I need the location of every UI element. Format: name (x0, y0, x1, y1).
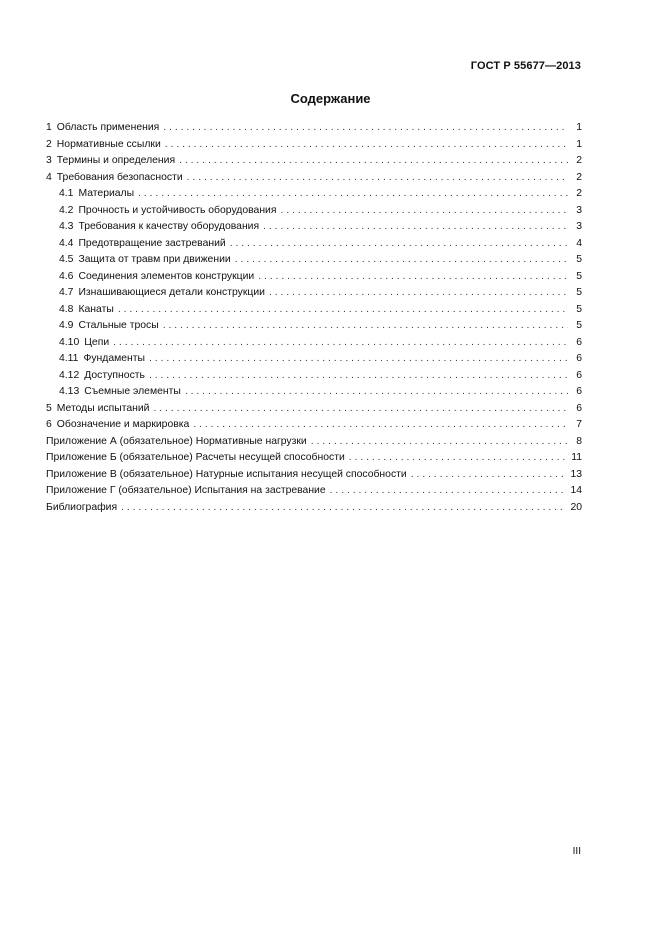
toc-entry-number: 4.11 (59, 353, 79, 364)
toc-entry-page: 6 (576, 402, 582, 414)
toc-entry-label: Требования безопасности (56, 171, 183, 183)
toc-entry-page: 13 (570, 468, 582, 480)
toc-entry-label: Приложение Г (обязательное) Испытания на застревание (46, 485, 326, 496)
toc-leader-dots (269, 285, 568, 302)
toc-entry-label: Методы испытаний (56, 402, 150, 414)
toc-entry-label: Канаты (78, 303, 114, 315)
toc-entry-page: 2 (576, 188, 582, 199)
toc-entry[interactable] (46, 467, 582, 484)
toc-entry-page: 1 (576, 122, 582, 133)
toc-leader-dots (411, 467, 567, 484)
toc-entry-number: 4.8 (59, 303, 74, 315)
table-of-contents (46, 120, 582, 516)
toc-entry-number: 6 (46, 419, 52, 430)
toc-entry[interactable] (46, 302, 582, 319)
toc-entry-number: 1 (46, 122, 52, 133)
toc-entry[interactable] (46, 137, 582, 154)
toc-entry-number: 4.3 (59, 221, 74, 232)
toc-entry-page: 7 (576, 419, 582, 430)
toc-entry-label: Цепи (84, 336, 110, 348)
toc-leader-dots (153, 401, 568, 418)
toc-entry[interactable] (46, 236, 582, 253)
toc-entry[interactable] (46, 417, 582, 434)
toc-entry-label: Фундаменты (83, 353, 146, 364)
toc-entry[interactable] (46, 120, 582, 137)
toc-entry[interactable] (46, 252, 582, 269)
toc-entry-label: Материалы (78, 188, 135, 199)
toc-entry-label: Приложение Б (обязательное) Расчеты несущей способности (46, 452, 345, 463)
toc-leader-dots (113, 335, 568, 352)
toc-entry-page: 5 (576, 303, 582, 315)
toc-entry[interactable] (46, 269, 582, 286)
toc-leader-dots (311, 434, 568, 451)
toc-entry-page: 6 (576, 336, 582, 348)
toc-entry-label: Нормативные ссылки (56, 138, 161, 150)
toc-entry-label: Предотвращение застреваний (78, 237, 226, 249)
toc-entry-label: Приложение В (обязательное) Натурные испытания несущей способности (46, 468, 407, 480)
toc-entry-page: 2 (576, 155, 582, 166)
toc-entry[interactable] (46, 368, 582, 385)
toc-entry-page: 5 (576, 320, 582, 331)
toc-entry-page: 2 (576, 171, 582, 183)
toc-entry-page: 3 (576, 204, 582, 216)
toc-leader-dots (230, 236, 568, 253)
toc-entry-number: 3 (46, 155, 52, 166)
toc-entry-page: 14 (570, 485, 582, 496)
toc-leader-dots (149, 368, 568, 385)
toc-entry[interactable] (46, 450, 582, 467)
toc-entry-number: 4.9 (59, 320, 74, 331)
toc-leader-dots (263, 219, 568, 236)
toc-entry-page: 5 (576, 254, 582, 265)
toc-entry[interactable] (46, 203, 582, 220)
toc-entry-number: 2 (46, 138, 52, 150)
toc-entry-label: Стальные тросы (78, 320, 159, 331)
toc-entry-page: 6 (576, 386, 582, 397)
toc-entry-page: 8 (576, 435, 582, 447)
toc-entry-label: Область применения (56, 122, 160, 133)
toc-entry-page: 6 (576, 353, 582, 364)
toc-entry[interactable] (46, 170, 582, 187)
toc-leader-dots (185, 384, 568, 401)
toc-entry[interactable] (46, 401, 582, 418)
toc-entry-label: Доступность (84, 369, 145, 381)
toc-leader-dots (235, 252, 568, 269)
document-id: ГОСТ Р 55677—2013 (470, 60, 581, 72)
toc-entry-label: Библиография (46, 501, 118, 513)
toc-entry-label: Обозначение и маркировка (56, 419, 190, 430)
toc-entry[interactable] (46, 384, 582, 401)
toc-leader-dots (118, 302, 568, 319)
toc-entry[interactable] (46, 351, 582, 368)
toc-leader-dots (330, 483, 567, 500)
toc-entry[interactable] (46, 219, 582, 236)
toc-entry-label: Соединения элементов конструкции (78, 270, 255, 282)
toc-leader-dots (258, 269, 568, 286)
toc-leader-dots (281, 203, 569, 220)
toc-entry-number: 4.5 (59, 254, 74, 265)
toc-entry-label: Изнашивающиеся детали конструкции (78, 287, 265, 298)
toc-entry-number: 4.13 (59, 386, 80, 397)
toc-entry-number: 4.10 (59, 336, 80, 348)
toc-entry-number: 4.12 (59, 369, 80, 381)
toc-entry-label: Прочность и устойчивость оборудования (78, 204, 277, 216)
toc-leader-dots (149, 351, 568, 368)
toc-entry[interactable] (46, 153, 582, 170)
toc-entry[interactable] (46, 483, 582, 500)
toc-entry[interactable] (46, 186, 582, 203)
toc-entry-label: Приложение А (обязательное) Нормативные нагрузки (46, 435, 307, 447)
toc-leader-dots (121, 500, 566, 517)
toc-entry-page: 5 (576, 270, 582, 282)
toc-leader-dots (163, 318, 568, 335)
toc-entry-label: Термины и определения (56, 155, 176, 166)
toc-entry-page: 20 (570, 501, 582, 513)
toc-leader-dots (165, 137, 568, 154)
toc-entry-page: 1 (576, 138, 582, 150)
page-number: III (572, 846, 581, 857)
toc-leader-dots (193, 417, 568, 434)
toc-entry-page: 11 (571, 452, 582, 463)
toc-entry-number: 4.4 (59, 237, 74, 249)
toc-entry-number: 4.7 (59, 287, 74, 298)
toc-entry[interactable] (46, 285, 582, 302)
toc-entry-number: 4 (46, 171, 52, 183)
toc-entry-page: 5 (576, 287, 582, 298)
toc-entry[interactable] (46, 335, 582, 352)
toc-entry[interactable] (46, 434, 582, 451)
toc-leader-dots (349, 450, 567, 467)
toc-entry-number: 4.2 (59, 204, 74, 216)
toc-entry[interactable] (46, 318, 582, 335)
toc-entry[interactable] (46, 500, 582, 517)
toc-entry-label: Защита от травм при движении (78, 254, 231, 265)
page-title: Содержание (290, 91, 371, 106)
toc-entry-number: 4.1 (59, 188, 74, 199)
toc-entry-label: Съемные элементы (84, 386, 181, 397)
toc-entry-label: Требования к качеству оборудования (78, 221, 260, 232)
toc-leader-dots (163, 120, 568, 137)
toc-entry-number: 5 (46, 402, 52, 414)
toc-leader-dots (179, 153, 568, 170)
toc-entry-page: 6 (576, 369, 582, 381)
toc-entry-page: 3 (576, 221, 582, 232)
toc-leader-dots (187, 170, 568, 187)
toc-entry-page: 4 (576, 237, 582, 249)
toc-entry-number: 4.6 (59, 270, 74, 282)
toc-leader-dots (138, 186, 568, 203)
